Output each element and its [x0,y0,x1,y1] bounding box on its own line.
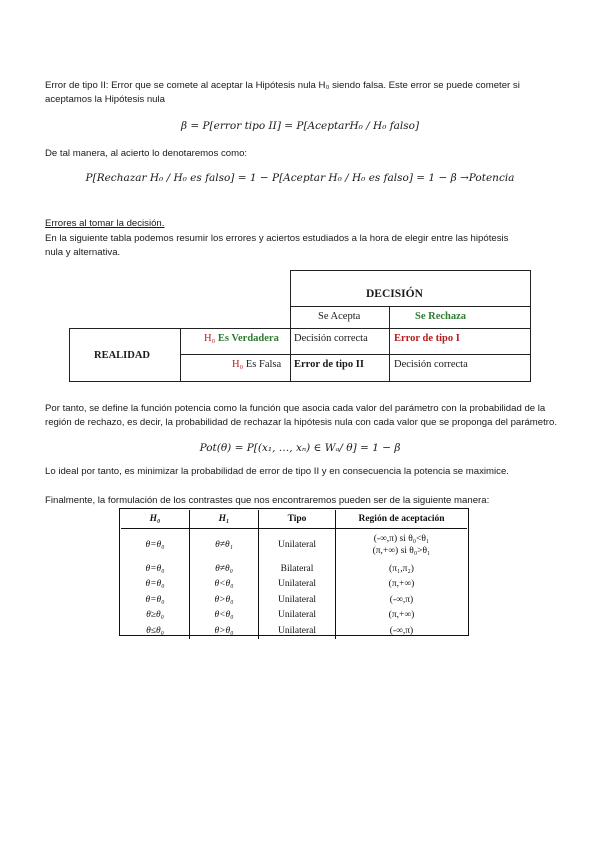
col-region: Región de aceptación [336,510,468,529]
table-row: θ=θ₀ θ<θ₀ Unilateral (π,+∞) [121,577,467,593]
pot-theta-equation: Pot(θ) = P[(x₁, …, xₙ) ∈ Wₐ/ θ] = 1 − β [199,442,401,454]
table-row: θ=θ₀ θ≠θ₁ Unilateral (-∞,π) si θ₀<θ₁ (π,+∞) si θ₀>θ₁ [121,529,467,562]
acierto-text: De tal manera, al acierto lo denotaremos como: [45,148,248,159]
table-row: θ≥θ₀ θ<θ₀ Unilateral (π,+∞) [121,608,467,624]
error-tipo-2-cell: Error de tipo II [294,359,364,370]
tabla-intro-line2: nula y alternativa. [45,247,121,258]
potencia-line2: región de rechazo, es decir, la probabilidad de rechazar la hipótesis nula con cada valor que se proponga del parámetro. [45,417,557,428]
contrast-table-border [119,508,469,636]
finalmente-text: Finalmente, la formulación de los contrastes que nos encontraremos pueden ser de la siguiente manera: [45,495,490,506]
decision-correcta-cell-1: Decisión correcta [294,333,368,344]
table-row: θ≤θ₀ θ>θ₀ Unilateral (-∞,π) [121,623,467,639]
decision-header: DECISIÓN [366,288,423,300]
error-tipo-2-line2: aceptamos la Hipótesis nula [45,94,165,105]
se-acepta-header: Se Acepta [318,311,361,322]
decision-correcta-cell-2: Decisión correcta [394,359,468,370]
error-tipo-2-line1: Error de tipo II: Error que se comete al aceptar la Hipótesis nula H₀ siendo falsa. Este error se puede cometer si [45,80,520,91]
col-h1: H₁ [190,510,259,529]
error-tipo-1-cell: Error de tipo I [394,333,460,344]
potencia-equation: P[Rechazar H₀ / H₀ es falso] = 1 − P[Aceptar H₀ / H₀ es falso] = 1 − β →Potencia [85,172,515,184]
realidad-label: REALIDAD [94,350,151,361]
ideal-text: Lo ideal por tanto, es minimizar la probabilidad de error de tipo II y en consecuencia la potencia se maximice. [45,466,509,477]
beta-equation: β = P[error tipo II] = P[AceptarH₀ / H₀ falso] [180,120,420,132]
potencia-line1: Por tanto, se define la función potencia como la función que asocia cada valor del parámetro con la probabilidad de la [45,403,546,414]
table-row: θ=θ₀ θ>θ₀ Unilateral (-∞,π) [121,592,467,608]
table-row: θ=θ₀ θ≠θ₀ Bilateral (π₁,π₂) [121,561,467,577]
h0-verdadera-label: H₀ Es Verdadera [204,333,279,344]
tabla-intro-line1: En la siguiente tabla podemos resumir los errores y aciertos estudiados a la hora de elegir entre las hipótesis [45,233,509,244]
col-h0: H₀ [121,510,190,529]
col-tipo: Tipo [259,510,336,529]
errores-heading: Errores al tomar la decisión. [45,218,165,229]
h0-falsa-label: H₀ Es Falsa [232,359,282,370]
se-rechaza-header: Se Rechaza [415,311,467,322]
